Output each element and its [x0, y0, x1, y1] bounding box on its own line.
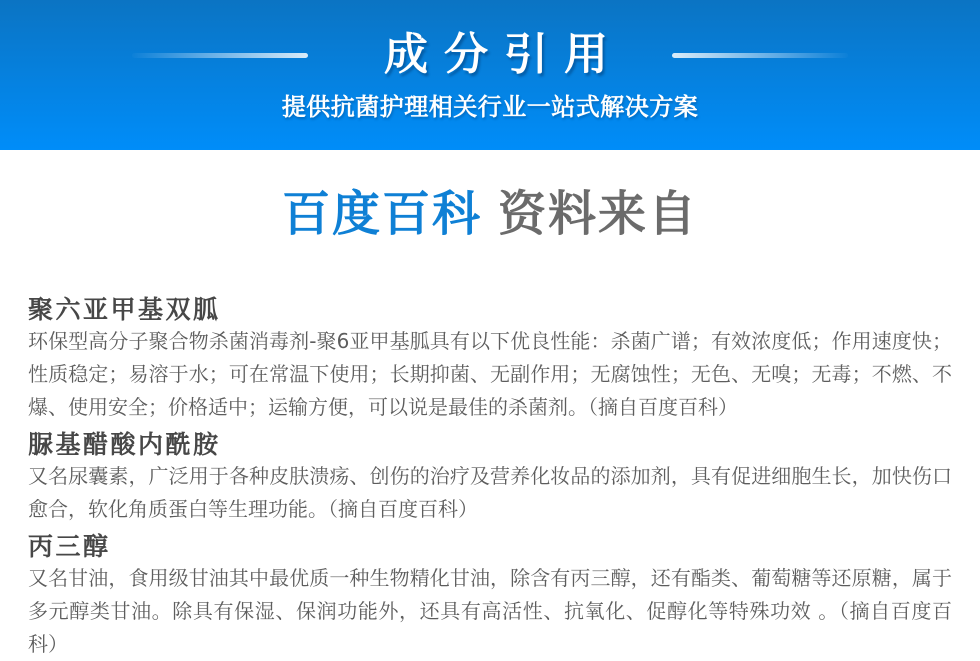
banner-title-row: [0, 27, 980, 83]
banner-title: 成分引用: [384, 29, 624, 80]
ingredient-name: 脲基醋酸内酰胺: [28, 430, 221, 459]
ingredient-entry: [28, 430, 952, 526]
title-divider-left: [132, 53, 308, 58]
title-divider-right: [672, 53, 848, 58]
ingredient-description: 环保型高分子聚合物杀菌消毒剂-聚6亚甲基胍具有以下优良性能：杀菌广谱；有效浓度低；作用速度快；性质稳定；易溶于水；可在常温下使用；长期抑菌、无副作用；无腐蚀性；无色、无嗅；无毒；不燃、不爆、使用安全；价格适中；运输方便，可以说是最佳的杀菌剂。（摘自百度百科）: [28, 329, 952, 419]
ingredient-description: 又名甘油，食用级甘油其中最优质一种生物精化甘油，除含有丙三醇，还有酯类、葡萄糖等还原糖，属于多元醇类甘油。除具有保湿、保润功能外，还具有高活性、抗氧化、促醇化等特殊功效 。（摘自百度百科）: [28, 566, 952, 656]
section-title: [0, 186, 980, 242]
ingredient-entry: [28, 532, 952, 661]
ingredient-description: 又名尿囊素，广泛用于各种皮肤溃疡、创伤的治疗及营养化妆品的添加剂，具有促进细胞生长，加快伤口愈合，软化角质蛋白等生理功能。（摘自百度百科）: [28, 464, 952, 521]
ingredient-name: 丙三醇: [28, 532, 111, 561]
ingredient-entry: [28, 295, 952, 424]
section-title-highlight: 百度百科: [281, 186, 482, 242]
hero-banner: [0, 0, 980, 150]
banner-subtitle: 提供抗菌护理相关行业一站式解决方案: [281, 93, 699, 121]
ingredient-name: 聚六亚甲基双胍: [28, 295, 221, 324]
ingredient-list: [28, 295, 952, 661]
section-title-rest: 资料来自: [498, 186, 699, 242]
